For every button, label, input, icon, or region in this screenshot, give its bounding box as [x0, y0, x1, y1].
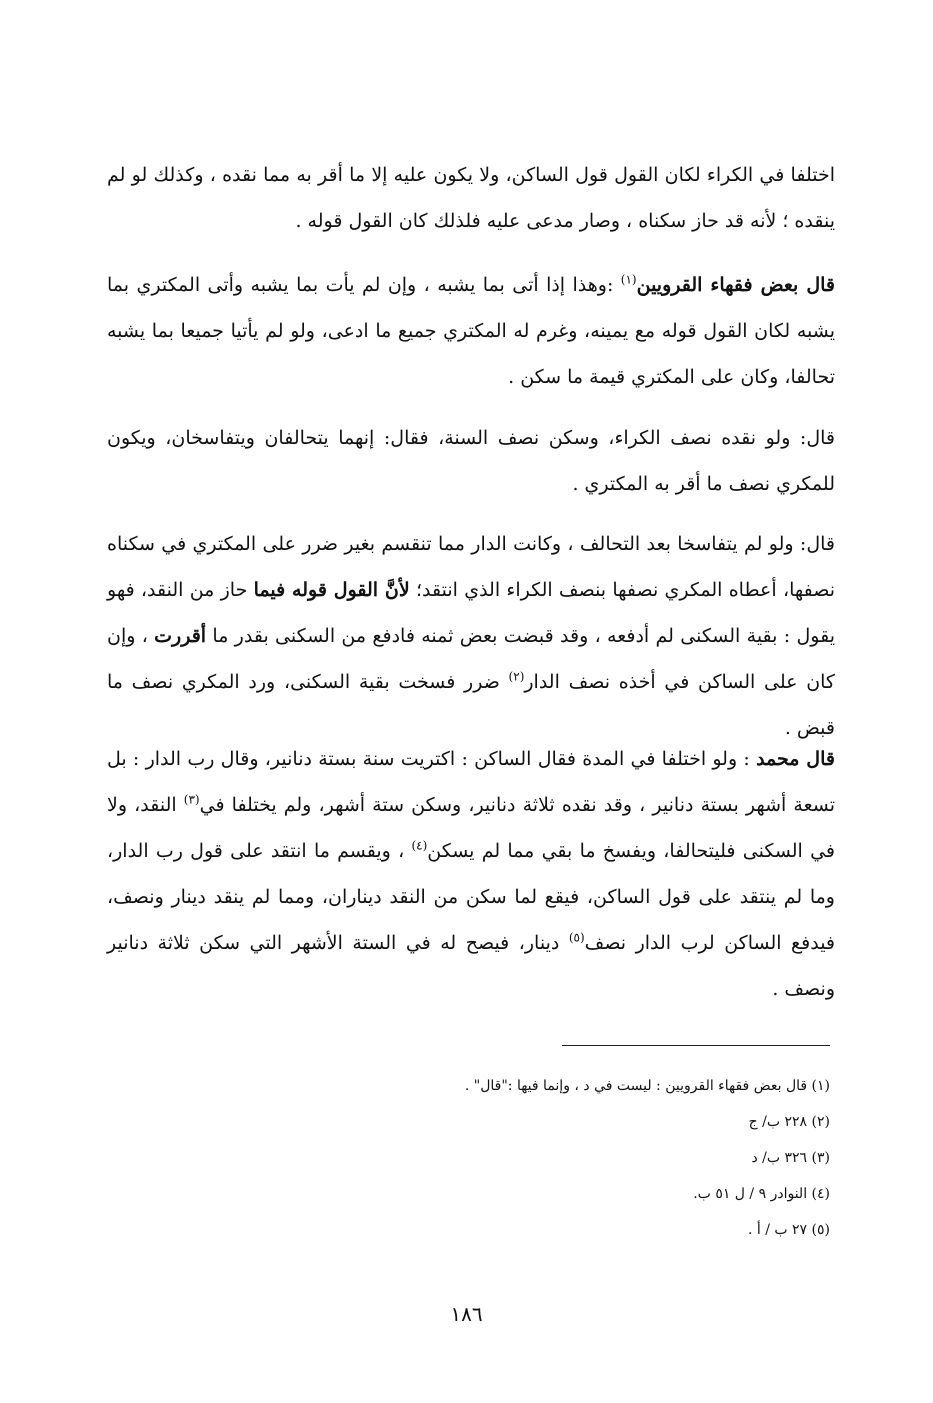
footnote-1: (١) قال بعض فقهاء القرويين : ليست في د ، وإنما فيها :"قال" . [464, 1078, 830, 1094]
footnote-ref-1: (١) [620, 272, 637, 287]
paragraph-1 [107, 152, 835, 244]
paragraph-2-text: :وهذا إذا أتى بما يشبه ، وإن لم يأت بما يشبه وأتى المكتري بما يشبه لكان القول قوله مع يمينه، وغرم له المكتري جميع ما ادعى، ولو لم يأتيا جميعا بما يشبه تحالفا، وكان على المكتري قيمة ما سكن . [107, 274, 835, 388]
paragraph-4-text-a: قال: ولو لم يتفاسخا بعد التحالف ، وكانت الدار مما تنقسم بغير ضرر على المكتري في سكناه نصفها، أعطاه المكري نصفها بنصف الكراء الذي انتقد؛ [107, 533, 836, 601]
paragraph-4-text-b: حاز من النقد، فهو يقول : بقية السكنى لم أدفعه ، وقد قبضت بعض ثمنه فادفع من السكنى بقدر ما [107, 579, 836, 647]
paragraph-2 [107, 262, 835, 400]
footnotes [130, 1068, 830, 1248]
paragraph-5-text-a: : ولو اختلفا في المدة فقال الساكن : اكتريت سنة بستة دنانير، وقال رب الدار : بل تسعة أشهر بستة دنانير ، وقد نقده ثلاثة دنانير، وسكن ستة أشهر، ولم يختلفا في [107, 748, 836, 816]
paragraph-4-bold-phrase: لأنَّ القول قوله فيما [253, 579, 410, 601]
paragraph-2-lead: قال بعض فقهاء القرويين [636, 274, 835, 296]
paragraph-5-body [107, 736, 835, 1012]
paragraph-4-bold-word: أقررت [154, 625, 207, 647]
paragraph-3-text: قال: ولو نقده نصف الكراء، وسكن نصف السنة، فقال: إنهما يتحالفان ويتفاسخان، ويكون للمكري نصف ما أقر به المكتري . [107, 427, 835, 495]
paragraph-4-text-c: ، وإن كان على الساكن في أخذه نصف الدار [107, 625, 835, 693]
footnote-4: (٤) النوادر ٩ / ل ٥١ ب. [693, 1186, 830, 1202]
footnote-ref-2: (٢) [508, 669, 525, 684]
footnote-5: (٥) ٢٧ ب / أ . [747, 1222, 830, 1238]
paragraph-4 [107, 521, 835, 751]
paragraph-4-body [107, 521, 835, 751]
paragraph-3 [107, 415, 835, 507]
footnote-ref-5: (٥) [568, 930, 585, 945]
footnote-2: (٢) ٢٢٨ ب/ ج [748, 1114, 830, 1130]
footnote-ref-3: (٣) [183, 792, 200, 807]
paragraph-5-text-d: دينار، فيصح له في الستة الأشهر التي سكن ثلاثة دنانير ونصف . [107, 932, 835, 1000]
footnote-divider [562, 1045, 830, 1046]
footnote-3: (٣) ٣٢٦ ب/ د [751, 1150, 830, 1166]
paragraph-5 [107, 736, 835, 1012]
paragraph-5-text-c: ، ويقسم ما انتقد على قول رب الدار، وما لم ينتقد على قول الساكن، فيقع لما سكن من النقد ديناران، ومما لم ينقد دينار ونصف، فيدفع الساكن لرب الدار نصف [107, 840, 836, 954]
paragraph-2-body [107, 262, 835, 400]
paragraph-5-text-b: النقد، ولا في السكنى فليتحالفا، ويفسخ ما بقي مما لم يسكن [107, 794, 835, 862]
paragraph-1-text: اختلفا في الكراء لكان القول قول الساكن، ولا يكون عليه إلا ما أقر به مما نقده ، وكذلك لو لم ينقده ؛ لأنه قد حاز سكناه ، وصار مدعى عليه فلذلك كان القول قوله . [107, 164, 835, 232]
paragraph-5-lead: قال محمد [756, 748, 835, 770]
page-number: ١٨٦ [450, 1302, 483, 1326]
paragraph-4-text-d: ضرر فسخت بقية السكنى، ورد المكري نصف ما قبض . [107, 671, 835, 739]
footnote-ref-4: (٤) [411, 838, 428, 853]
